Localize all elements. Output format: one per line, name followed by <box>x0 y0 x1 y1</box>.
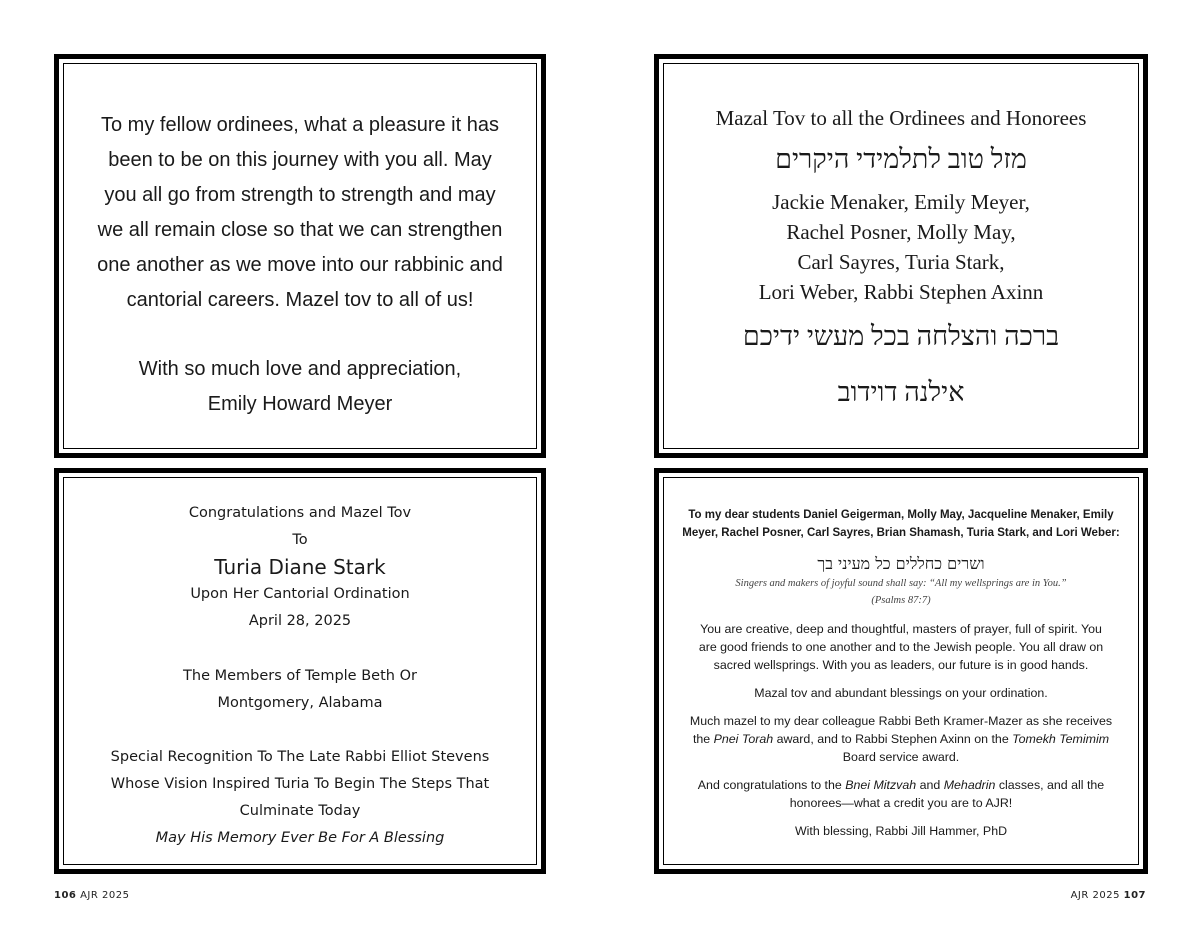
message-line: one another as we move into our rabbinic and <box>97 254 503 276</box>
publication-name: AJR 2025 <box>80 890 130 901</box>
verse-citation: (Psalms 87:7) <box>871 595 931 606</box>
paragraph-line: Much mazel to my dear colleague Rabbi Beth Kramer-Mazer as she receives <box>689 714 1113 728</box>
award-name: Pnei Torah <box>713 732 774 746</box>
message-line: cantorial careers. Mazel tov to all of us! <box>126 289 474 311</box>
paragraph-line: are good friends to one another and to the Jewish people. You all draw on <box>698 640 1104 654</box>
class-name: Mehadrin <box>943 778 996 792</box>
turia-stark-card <box>54 468 546 874</box>
hebrew-blessing: ברכה והצלחה בכל מעשי ידיכם <box>742 321 1060 351</box>
sender-block <box>64 663 536 717</box>
closing-line: With so much love and appreciation, <box>138 358 462 380</box>
recognition-line: Special Recognition To The Late Rabbi Elliot Stevens <box>110 749 490 765</box>
card-title: Mazal Tov to all the Ordinees and Honorees <box>715 106 1087 130</box>
paragraph-line: Board service award. <box>842 750 960 764</box>
fellow-message <box>64 108 536 318</box>
fellow-ordinees-card <box>54 54 546 458</box>
students-signature: With blessing, Rabbi Jill Hammer, PhD <box>794 824 1008 838</box>
honoree-names <box>664 187 1138 307</box>
card-inner-border <box>663 477 1139 865</box>
message-line: been to be on this journey with you all. May <box>108 149 492 171</box>
blessing-paragraph: Mazal tov and abundant blessings on your ordination. <box>754 686 1048 700</box>
congrats-block <box>64 500 536 635</box>
fellow-closing <box>64 352 536 422</box>
card-inner-border <box>63 477 537 865</box>
praise-paragraph <box>664 620 1138 674</box>
classes-paragraph <box>664 776 1138 812</box>
verse-translation: Singers and makers of joyful sound shall say: “All my wellsprings are in You.” <box>735 578 1067 589</box>
recognition-line: Culminate Today <box>239 803 361 819</box>
colleague-paragraph <box>664 712 1138 766</box>
card-inner-border <box>63 63 537 449</box>
message-line: To my fellow ordinees, what a pleasure it has <box>101 114 499 136</box>
paragraph-line <box>664 730 1138 748</box>
class-name: Bnei Mitzvah <box>845 778 917 792</box>
paragraph-line: honorees—what a credit you are to AJR! <box>789 796 1013 810</box>
footer-right <box>1071 890 1146 901</box>
paragraph-line: sacred wellsprings. With you as leaders, our future is in good hands. <box>713 658 1089 672</box>
signature: Emily Howard Meyer <box>207 393 393 415</box>
message-line: you all go from strength to strength and may <box>104 184 496 206</box>
hebrew-heading: מזל טוב לתלמידי היקרים <box>775 144 1027 174</box>
sender-location: Montgomery, Alabama <box>217 695 383 711</box>
text-fragment: And congratulations to the <box>697 778 846 792</box>
ordination-line: Upon Her Cantorial Ordination <box>190 586 410 602</box>
mazal-tov-card <box>654 54 1148 458</box>
text-fragment: classes, and all the <box>995 778 1105 792</box>
names-line: Rachel Posner, Molly May, <box>786 220 1016 244</box>
recognition-block <box>64 744 536 852</box>
sender-line: The Members of Temple Beth Or <box>183 668 417 684</box>
page-number: 106 <box>54 890 77 901</box>
footer-left <box>54 890 129 901</box>
award-name: Tomekh Temimim <box>1012 732 1110 746</box>
heading-line: To my dear students Daniel Geigerman, Molly May, Jacqueline Menaker, Emily <box>688 509 1114 521</box>
text-fragment: award, and to Rabbi Stephen Axinn on the <box>773 732 1013 746</box>
names-line: Lori Weber, Rabbi Stephen Axinn <box>758 280 1044 304</box>
names-line: Carl Sayres, Turia Stark, <box>797 250 1005 274</box>
text-fragment: the <box>692 732 714 746</box>
hebrew-signature: אילנה דוידוב <box>837 377 965 407</box>
congrats-line: Congratulations and Mazel Tov <box>188 505 412 521</box>
recognition-line: Whose Vision Inspired Turia To Begin The Steps That <box>110 776 490 792</box>
paragraph-line <box>664 776 1138 794</box>
page-number: 107 <box>1123 890 1146 901</box>
to-line: To <box>292 532 308 548</box>
memorial-line: May His Memory Ever Be For A Blessing <box>155 830 445 846</box>
students-heading <box>664 506 1138 542</box>
heading-line: Meyer, Rachel Posner, Carl Sayres, Brian Shamash, Turia Stark, and Lori Weber: <box>682 527 1120 539</box>
students-card <box>654 468 1148 874</box>
message-line: we all remain close so that we can strengthen <box>97 219 503 241</box>
honoree-name: Turia Diane Stark <box>214 555 386 579</box>
names-line: Jackie Menaker, Emily Meyer, <box>772 190 1030 214</box>
hebrew-verse: ושרים כחללים כל מעיני בך <box>817 554 985 573</box>
text-fragment: and <box>916 778 944 792</box>
card-inner-border <box>663 63 1139 449</box>
publication-name: AJR 2025 <box>1070 890 1120 901</box>
paragraph-line: You are creative, deep and thoughtful, masters of prayer, full of spirit. You <box>700 622 1102 636</box>
ordination-date: April 28, 2025 <box>248 613 352 629</box>
